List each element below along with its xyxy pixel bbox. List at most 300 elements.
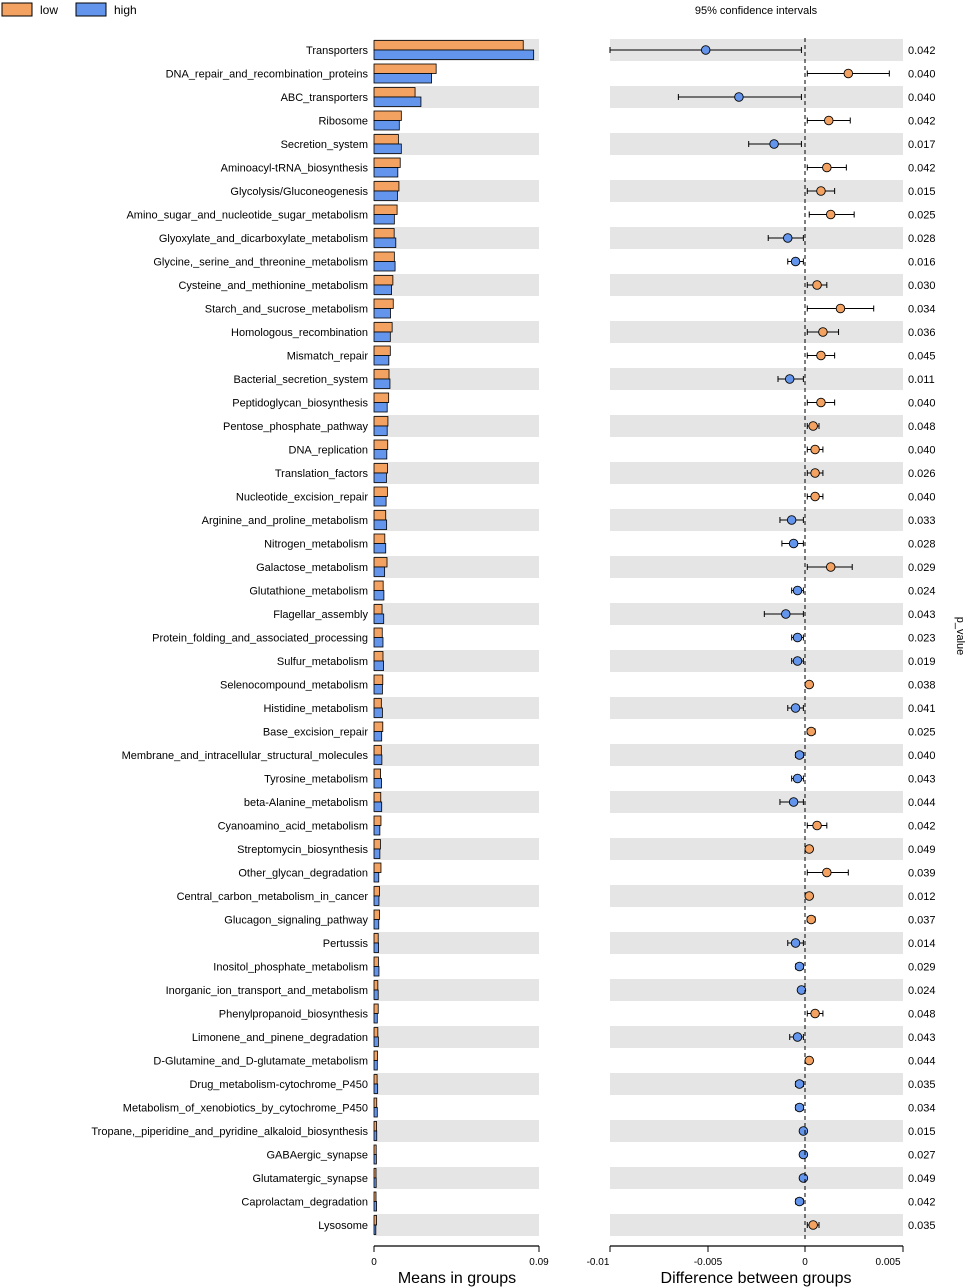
bar-low — [374, 323, 392, 333]
bar-low — [374, 299, 393, 309]
means-axis-tick-label-1: 0.09 — [529, 1257, 549, 1268]
p-value-label: 0.043 — [908, 1032, 936, 1044]
difference-row-stripe — [610, 979, 903, 1001]
category-label: Streptomycin_biosynthesis — [237, 844, 368, 856]
difference-point — [795, 751, 804, 760]
difference-point — [793, 657, 802, 666]
category-label: Mismatch_repair — [286, 350, 368, 363]
category-label: Base_excision_repair — [262, 726, 368, 739]
bar-high — [374, 1202, 377, 1212]
p-value-axis-label: p_value — [954, 616, 966, 656]
bar-low — [374, 1028, 378, 1038]
difference-point — [793, 586, 802, 595]
ci-title: 95% confidence intervals — [694, 5, 818, 17]
p-value-labels — [908, 45, 936, 1232]
difference-point — [789, 798, 798, 807]
category-label: Glycine,_serine_and_threonine_metabolism — [153, 256, 368, 269]
bar-low — [374, 1192, 376, 1202]
bar-low — [374, 1216, 377, 1226]
category-label: Inorganic_ion_transport_and_metabolism — [165, 985, 368, 997]
bar-low — [374, 346, 390, 356]
bar-high — [374, 473, 386, 483]
bar-high — [374, 262, 395, 272]
category-label: Inositol_phosphate_metabolism — [213, 961, 368, 974]
bar-high — [374, 379, 390, 389]
difference-point — [813, 281, 822, 290]
legend-label-low: low — [40, 3, 59, 17]
difference-point — [789, 539, 798, 548]
category-label: Pentose_phosphate_pathway — [223, 421, 368, 433]
means-row-stripe — [374, 274, 539, 296]
difference-row-stripe — [610, 791, 903, 813]
p-value-label: 0.026 — [908, 468, 936, 480]
category-label: Glutamatergic_synapse — [252, 1173, 368, 1185]
p-value-label: 0.042 — [908, 45, 936, 57]
bar-low — [374, 276, 393, 286]
difference-point — [819, 328, 828, 337]
category-label: Lysosome — [318, 1220, 368, 1232]
means-row-stripe — [374, 1167, 539, 1189]
difference-row-stripe — [610, 556, 903, 578]
difference-point — [811, 469, 820, 478]
bar-high — [374, 544, 386, 554]
bar-low — [374, 511, 386, 521]
means-row-stripe — [374, 932, 539, 954]
p-value-label: 0.023 — [908, 632, 936, 645]
bar-high — [374, 332, 390, 342]
bar-high — [374, 450, 387, 460]
bar-high — [374, 638, 383, 648]
bar-high — [374, 591, 384, 601]
difference-point — [770, 140, 779, 149]
bar-low — [374, 111, 401, 121]
difference-point — [793, 633, 802, 642]
bar-low — [374, 229, 394, 239]
category-label: GABAergic_synapse — [266, 1149, 368, 1162]
bar-low — [374, 534, 385, 544]
legend-label-high: high — [114, 3, 137, 17]
means-row-stripe — [374, 650, 539, 672]
bar-high — [374, 755, 382, 765]
bar-high — [374, 1178, 376, 1188]
bar-low — [374, 440, 388, 450]
means-row-stripe — [374, 321, 539, 343]
difference-row-stripe — [610, 932, 903, 954]
category-label: Drug_metabolism-cytochrome_P450 — [189, 1079, 368, 1091]
difference-row-stripe — [610, 321, 903, 343]
bar-low — [374, 417, 388, 427]
difference-point — [799, 1127, 808, 1136]
p-value-label: 0.016 — [908, 256, 936, 269]
bar-high — [374, 567, 385, 577]
p-value-label: 0.035 — [908, 1220, 936, 1232]
p-value-label: 0.040 — [908, 397, 936, 410]
bar-low — [374, 135, 398, 145]
difference-point — [811, 1009, 820, 1018]
difference-point — [811, 492, 820, 501]
difference-point — [735, 93, 744, 102]
bar-low — [374, 464, 388, 474]
p-value-label: 0.040 — [908, 491, 936, 504]
category-label: Galactose_metabolism — [256, 562, 368, 574]
p-value-label: 0.036 — [908, 327, 936, 339]
p-value-label: 0.033 — [908, 515, 936, 527]
bar-high — [374, 50, 534, 60]
legend-swatch-low — [2, 3, 32, 16]
p-value-label: 0.042 — [908, 115, 936, 128]
difference-estimates — [610, 46, 889, 1230]
bar-high — [374, 1084, 378, 1094]
bar-low — [374, 1004, 378, 1014]
category-label: Central_carbon_metabolism_in_cancer — [176, 891, 368, 903]
category-label: Caprolactam_degradation — [241, 1196, 368, 1209]
p-value-label: 0.019 — [908, 656, 936, 668]
bar-low — [374, 41, 523, 51]
difference-row-stripe — [610, 1167, 903, 1189]
difference-point — [807, 915, 816, 924]
bar-high — [374, 708, 382, 718]
difference-row-stripe — [610, 650, 903, 672]
bar-high — [374, 285, 392, 295]
bar-low — [374, 722, 383, 732]
bar-low — [374, 887, 380, 897]
difference-point — [805, 1056, 814, 1065]
difference-point — [836, 304, 845, 313]
bar-low — [374, 64, 436, 74]
means-row-stripe — [374, 1073, 539, 1095]
bar-high — [374, 1014, 377, 1024]
p-value-label: 0.025 — [908, 209, 936, 222]
bar-high — [374, 520, 387, 530]
difference-point — [797, 986, 806, 995]
difference-point — [795, 1103, 804, 1112]
bar-high — [374, 849, 380, 859]
bar-low — [374, 1145, 376, 1155]
category-label: Peptidoglycan_biosynthesis — [232, 397, 368, 410]
p-value-label: 0.037 — [908, 914, 936, 927]
means-row-stripe — [374, 556, 539, 578]
means-row-stripe — [374, 1026, 539, 1048]
category-label: Membrane_and_intracellular_structural_molecules — [121, 750, 368, 762]
means-row-stripe — [374, 885, 539, 907]
means-row-stripe — [374, 979, 539, 1001]
p-value-label: 0.029 — [908, 562, 936, 574]
category-label: Flagellar_assembly — [273, 609, 368, 621]
bar-low — [374, 88, 415, 98]
p-value-label: 0.011 — [908, 374, 935, 386]
category-label: Other_glycan_degradation — [238, 867, 368, 880]
p-value-label: 0.042 — [908, 820, 936, 833]
p-value-label: 0.049 — [908, 844, 936, 856]
difference-row-stripe — [610, 415, 903, 437]
category-label: Pertussis — [322, 938, 368, 950]
p-value-label: 0.039 — [908, 867, 936, 880]
bar-low — [374, 981, 378, 991]
means-row-stripe — [374, 1120, 539, 1142]
bar-high — [374, 1225, 376, 1235]
difference-point — [795, 962, 804, 971]
category-label: DNA_replication — [288, 444, 368, 457]
p-value-label: 0.015 — [908, 186, 936, 198]
difference-row-stripe — [610, 1120, 903, 1142]
p-value-label: 0.042 — [908, 1196, 936, 1209]
means-row-stripe — [374, 791, 539, 813]
bar-high — [374, 802, 382, 812]
bar-high — [374, 614, 384, 624]
difference-point — [805, 892, 814, 901]
bar-low — [374, 581, 383, 591]
difference-point — [793, 774, 802, 783]
p-value-label: 0.034 — [908, 1102, 936, 1115]
bar-high — [374, 356, 389, 366]
means-axis-tick-label-0: 0 — [371, 1257, 377, 1268]
p-value-label: 0.041 — [908, 703, 936, 715]
bar-low — [374, 934, 378, 944]
difference-point — [817, 351, 826, 360]
p-value-label: 0.029 — [908, 961, 936, 974]
category-label: Tyrosine_metabolism — [264, 773, 368, 786]
p-value-label: 0.027 — [908, 1149, 936, 1162]
bar-high — [374, 497, 386, 507]
mean-bars — [374, 41, 534, 1235]
bar-high — [374, 685, 382, 695]
p-value-label: 0.024 — [908, 585, 936, 598]
means-row-stripe — [374, 368, 539, 390]
category-labels — [91, 45, 368, 1232]
bar-high — [374, 779, 382, 789]
bar-high — [374, 144, 401, 154]
difference-axis-tick-label-1: -0.005 — [693, 1257, 723, 1268]
bar-low — [374, 1098, 377, 1108]
difference-point — [809, 1221, 818, 1230]
category-label: Aminoacyl-tRNA_biosynthesis — [220, 162, 368, 175]
bar-high — [374, 967, 379, 977]
p-value-label: 0.030 — [908, 280, 936, 292]
bar-high — [374, 309, 391, 319]
difference-point — [791, 257, 800, 266]
difference-point — [809, 422, 818, 431]
means-row-stripe — [374, 509, 539, 531]
category-label: Glutathione_metabolism — [249, 585, 368, 598]
p-value-label: 0.025 — [908, 726, 936, 739]
difference-point — [813, 821, 822, 830]
bar-low — [374, 487, 387, 497]
bar-high — [374, 1108, 377, 1118]
bar-low — [374, 252, 394, 262]
bar-high — [374, 215, 394, 225]
p-value-label: 0.040 — [908, 92, 936, 104]
difference-row-stripe — [610, 509, 903, 531]
difference-row-stripe — [610, 697, 903, 719]
bar-low — [374, 1051, 377, 1061]
difference-row-stripe — [610, 885, 903, 907]
bar-low — [374, 910, 380, 920]
category-label: Secretion_system — [280, 139, 368, 151]
means-axis-title: Means in groups — [397, 1270, 517, 1287]
p-value-label: 0.045 — [908, 350, 936, 363]
category-label: Phenylpropanoid_biosynthesis — [218, 1008, 368, 1021]
p-value-label: 0.012 — [908, 891, 936, 903]
category-label: Selenocompound_metabolism — [220, 679, 368, 692]
bar-low — [374, 652, 383, 662]
bar-low — [374, 558, 387, 568]
bar-low — [374, 675, 383, 685]
difference-point — [782, 610, 791, 619]
p-value-label: 0.043 — [908, 609, 936, 621]
category-label: Starch_and_sucrose_metabolism — [204, 303, 368, 316]
category-label: Ribosome — [318, 115, 368, 128]
category-label: DNA_repair_and_recombination_proteins — [165, 68, 368, 81]
bar-high — [374, 661, 384, 671]
bar-low — [374, 1169, 376, 1179]
bar-high — [374, 896, 379, 906]
means-row-stripe — [374, 227, 539, 249]
means-row-stripe — [374, 415, 539, 437]
bar-low — [374, 840, 380, 850]
bar-high — [374, 121, 399, 131]
category-label: Glycolysis/Gluconeogenesis — [230, 186, 368, 198]
category-label: Cysteine_and_methionine_metabolism — [178, 280, 368, 292]
p-value-label: 0.035 — [908, 1079, 936, 1091]
difference-point — [783, 234, 792, 243]
category-label: Limonene_and_pinene_degradation — [191, 1032, 368, 1044]
bar-high — [374, 1061, 377, 1071]
p-value-label: 0.028 — [908, 233, 936, 245]
difference-point — [824, 116, 833, 125]
difference-row-stripe — [610, 274, 903, 296]
p-value-label: 0.040 — [908, 444, 936, 457]
difference-point — [823, 163, 832, 172]
bar-high — [374, 1131, 377, 1141]
bar-low — [374, 393, 389, 403]
difference-point — [826, 563, 835, 572]
means-row-stripe — [374, 462, 539, 484]
bar-high — [374, 238, 396, 248]
difference-axis-tick-label-0: -0.01 — [586, 1257, 610, 1268]
category-label: Sulfur_metabolism — [276, 656, 368, 668]
bar-high — [374, 168, 398, 178]
category-label: Transporters — [306, 45, 368, 57]
category-label: Histidine_metabolism — [263, 703, 368, 715]
legend-swatch-high — [76, 3, 106, 16]
bar-high — [374, 990, 378, 1000]
category-label: D-Glutamine_and_D-glutamate_metabolism — [153, 1055, 368, 1068]
p-value-label: 0.034 — [908, 303, 936, 316]
bar-high — [374, 191, 397, 201]
difference-point — [817, 398, 826, 407]
p-value-label: 0.028 — [908, 538, 936, 551]
bar-low — [374, 182, 399, 192]
bar-low — [374, 1122, 377, 1132]
p-value-label: 0.038 — [908, 679, 936, 692]
means-row-stripe — [374, 697, 539, 719]
difference-point — [795, 1080, 804, 1089]
bar-high — [374, 732, 382, 742]
bar-low — [374, 816, 381, 826]
difference-point — [823, 868, 832, 877]
category-label: Nucleotide_excision_repair — [235, 491, 368, 504]
category-label: Glucagon_signaling_pathway — [224, 914, 368, 927]
bar-high — [374, 1037, 378, 1047]
p-value-label: 0.048 — [908, 1008, 936, 1021]
difference-row-stripe — [610, 368, 903, 390]
category-label: Metabolism_of_xenobiotics_by_cytochrome_P450 — [122, 1102, 368, 1115]
means-row-stripe — [374, 744, 539, 766]
difference-point — [701, 46, 710, 55]
difference-point — [799, 1174, 808, 1183]
p-value-label: 0.044 — [908, 1055, 936, 1068]
difference-row-stripe — [610, 603, 903, 625]
p-value-label: 0.014 — [908, 938, 936, 950]
category-label: beta-Alanine_metabolism — [243, 797, 368, 809]
bar-low — [374, 370, 389, 380]
category-label: Translation_factors — [274, 468, 368, 480]
difference-point — [793, 1033, 802, 1042]
difference-point — [844, 69, 853, 78]
difference-axis-title: Difference between groups — [660, 1270, 852, 1287]
difference-point — [817, 187, 826, 196]
difference-point — [807, 727, 816, 736]
p-value-label: 0.048 — [908, 421, 936, 433]
difference-point — [811, 445, 820, 454]
p-value-label: 0.044 — [908, 797, 936, 809]
difference-point — [805, 845, 814, 854]
category-label: Amino_sugar_and_nucleotide_sugar_metabolism — [126, 209, 368, 222]
bar-high — [374, 920, 379, 930]
difference-point — [785, 375, 794, 384]
p-value-label: 0.040 — [908, 68, 936, 81]
bar-high — [374, 74, 432, 84]
p-value-label: 0.024 — [908, 985, 936, 997]
bar-high — [374, 97, 421, 107]
difference-point — [787, 516, 796, 525]
difference-point — [799, 1150, 808, 1159]
bar-low — [374, 605, 382, 615]
difference-row-stripe — [610, 227, 903, 249]
means-axis — [371, 1246, 549, 1287]
category-label: Homologous_recombination — [231, 327, 368, 339]
category-label: Arginine_and_proline_metabolism — [201, 515, 368, 527]
bar-low — [374, 628, 382, 638]
difference-point — [805, 680, 814, 689]
difference-point — [826, 210, 835, 219]
difference-row-stripe — [610, 462, 903, 484]
difference-point — [791, 939, 800, 948]
bar-low — [374, 699, 381, 709]
difference-row-stripe — [610, 180, 903, 202]
bar-low — [374, 793, 381, 803]
difference-point — [795, 1197, 804, 1206]
category-label: Bacterial_secretion_system — [233, 374, 368, 386]
p-value-label: 0.040 — [908, 750, 936, 762]
bar-high — [374, 826, 380, 836]
bar-high — [374, 403, 387, 413]
category-label: Cyanoamino_acid_metabolism — [217, 820, 368, 833]
p-value-label: 0.015 — [908, 1126, 936, 1138]
difference-row-stripe — [610, 744, 903, 766]
category-label: ABC_transporters — [280, 92, 368, 104]
difference-row-stripe — [610, 838, 903, 860]
difference-point — [791, 704, 800, 713]
bar-high — [374, 873, 379, 883]
means-row-stripe — [374, 603, 539, 625]
means-row-stripe — [374, 1214, 539, 1236]
legend — [2, 3, 137, 17]
bar-low — [374, 769, 381, 779]
bar-high — [374, 426, 387, 436]
category-label: Nitrogen_metabolism — [264, 538, 368, 551]
bar-low — [374, 205, 397, 215]
